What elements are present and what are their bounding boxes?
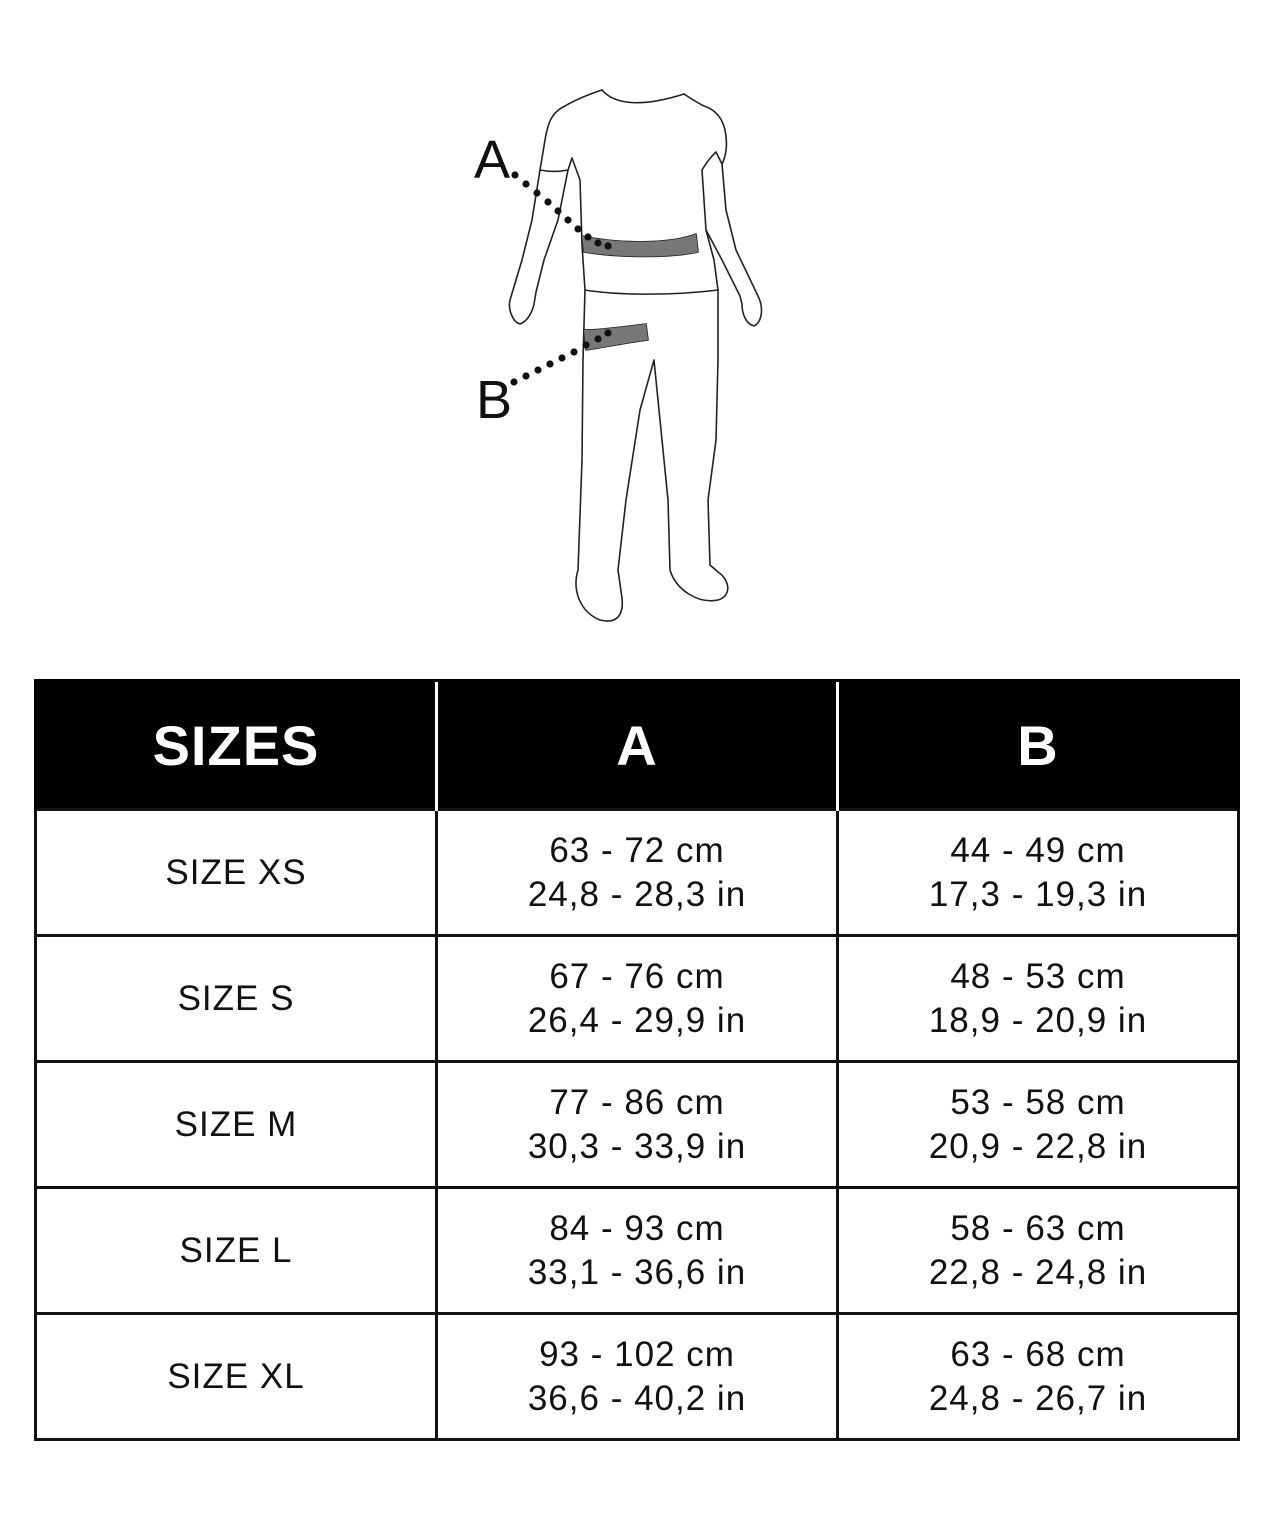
measurement-b-cm: 53 - 58 cm — [950, 1082, 1126, 1122]
measurement-b-in: 20,9 - 22,8 in — [928, 1126, 1148, 1166]
measurement-b-cm: 48 - 53 cm — [950, 956, 1126, 996]
measurement-a-cm: 93 - 102 cm — [539, 1334, 735, 1374]
measurement-a-in: 33,1 - 36,6 in — [527, 1252, 747, 1292]
table-row — [36, 1314, 1239, 1440]
size-label: SIZE XL — [36, 1314, 437, 1440]
measurement-b-cell — [838, 936, 1239, 1062]
measurement-a-cm: 84 - 93 cm — [549, 1208, 725, 1248]
body-outline-illustration — [440, 60, 840, 640]
table-row — [36, 1062, 1239, 1188]
body-measurement-figure — [440, 60, 840, 640]
measurement-a-cell — [437, 1314, 838, 1440]
size-label: SIZE L — [36, 1188, 437, 1314]
measurement-b-cm: 58 - 63 cm — [950, 1208, 1126, 1248]
measurement-a-in: 30,3 - 33,9 in — [527, 1126, 747, 1166]
measurement-a-cm: 67 - 76 cm — [549, 956, 725, 996]
table-row — [36, 1188, 1239, 1314]
measurement-b-cm: 63 - 68 cm — [950, 1334, 1126, 1374]
measurement-a-cm: 63 - 72 cm — [549, 830, 725, 870]
size-label: SIZE XS — [36, 810, 437, 936]
thigh-band — [584, 324, 648, 350]
size-label: SIZE S — [36, 936, 437, 1062]
header-sizes: SIZES — [36, 681, 437, 810]
table-header-row — [36, 681, 1239, 810]
marker-a-label: A — [474, 130, 511, 190]
measurement-a-cell — [437, 810, 838, 936]
header-b: B — [838, 681, 1239, 810]
table-row — [36, 936, 1239, 1062]
size-label: SIZE M — [36, 1062, 437, 1188]
marker-b-label: B — [476, 370, 513, 430]
measurement-b-in: 18,9 - 20,9 in — [928, 1000, 1148, 1040]
measurement-b-cm: 44 - 49 cm — [950, 830, 1126, 870]
measurement-a-in: 26,4 - 29,9 in — [527, 1000, 747, 1040]
measurement-a-in: 36,6 - 40,2 in — [527, 1378, 747, 1418]
measurement-b-in: 17,3 - 19,3 in — [928, 874, 1148, 914]
measurement-a-cm: 77 - 86 cm — [549, 1082, 725, 1122]
header-a: A — [437, 681, 838, 810]
measurement-a-in: 24,8 - 28,3 in — [527, 874, 747, 914]
measurement-b-in: 22,8 - 24,8 in — [928, 1252, 1148, 1292]
measurement-a-cell — [437, 1062, 838, 1188]
table-row — [36, 810, 1239, 936]
measurement-b-in: 24,8 - 26,7 in — [928, 1378, 1148, 1418]
measurement-b-cell — [838, 1188, 1239, 1314]
size-chart-table — [34, 679, 1240, 1441]
measurement-b-cell — [838, 1314, 1239, 1440]
measurement-a-cell — [437, 1188, 838, 1314]
measurement-b-cell — [838, 810, 1239, 936]
measurement-a-cell — [437, 936, 838, 1062]
measurement-b-cell — [838, 1062, 1239, 1188]
